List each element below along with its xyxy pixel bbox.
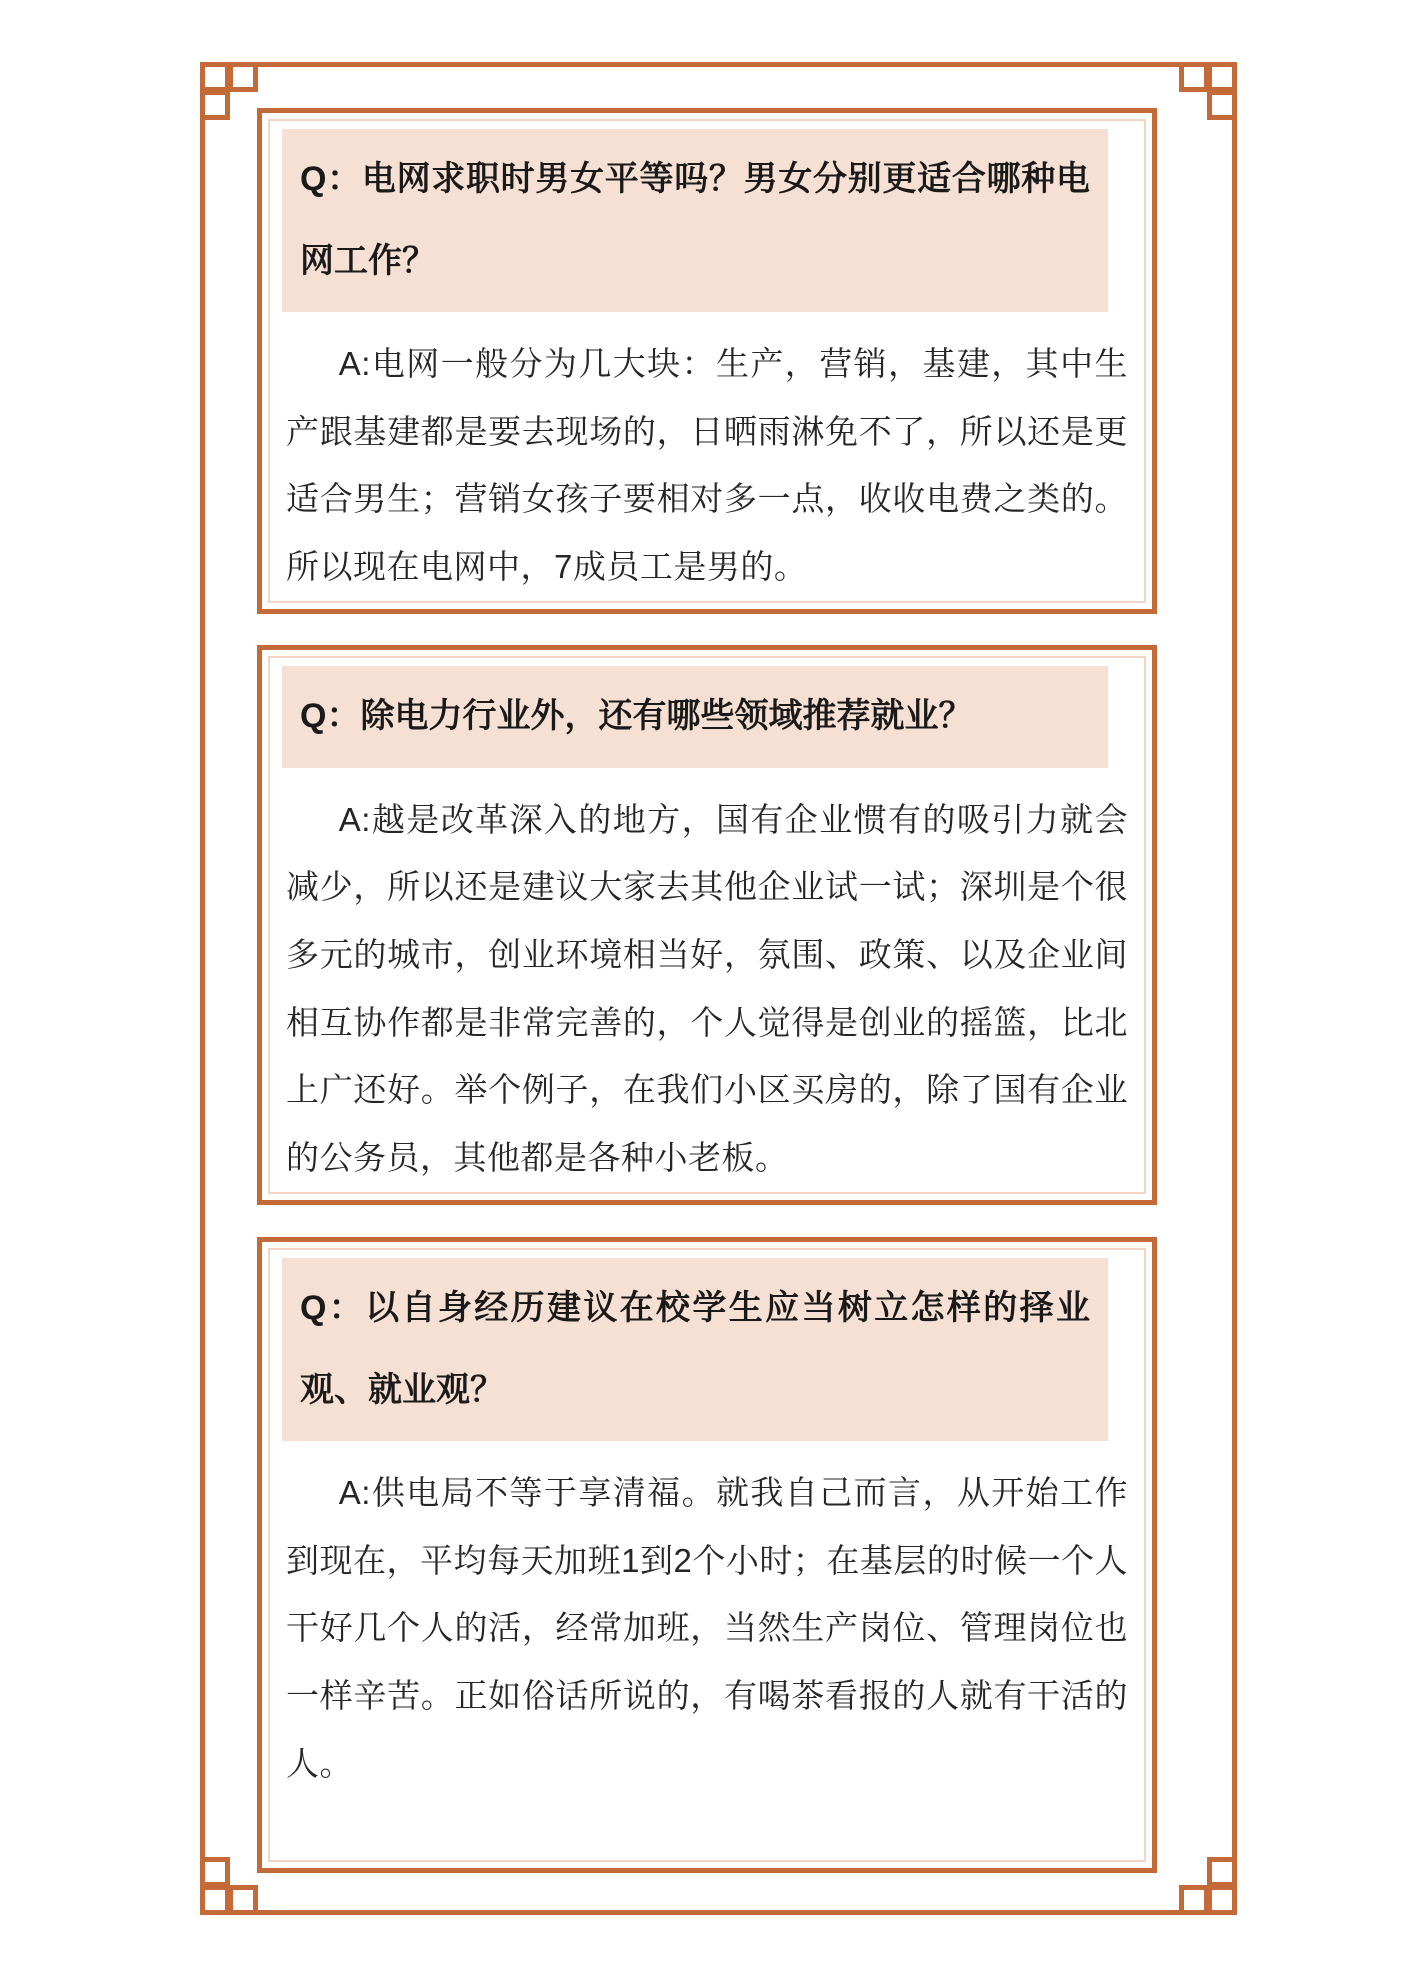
qa-card-3: [257, 1237, 1157, 1873]
ornament-square: [1207, 1885, 1237, 1915]
ornament-square: [200, 62, 230, 92]
question-header: [282, 1258, 1108, 1441]
answer-text: A:越是改革深入的地方，国有企业惯有的吸引力就会减少，所以还是建议大家去其他企业试一试；深圳是个很多元的城市，创业环境相当好，氛围、政策、以及企业间相互协作都是非常完善的，个人觉得是创业的摇篮，比北上广还好。举个例子，在我们小区买房的，除了国有企业的公务员，其他都是各种小老板。: [286, 800, 1128, 1176]
ornament-square: [200, 1857, 230, 1887]
ornament-square: [1179, 62, 1209, 92]
ornament-square: [200, 1885, 230, 1915]
qa-card-1-inner: [268, 119, 1146, 603]
qa-card-2-inner: [268, 656, 1146, 1194]
ornament-square: [1179, 1885, 1209, 1915]
ornament-square: [1207, 1857, 1237, 1887]
ornament-square: [228, 62, 258, 92]
answer-text: A:电网一般分为几大块：生产，营销，基建，其中生产跟基建都是要去现场的，日晒雨淋免不了，所以还是更适合男生；营销女孩子要相对多一点，收收电费之类的。所以现在电网中，7成员工是男的。: [286, 345, 1128, 586]
answer-text: A:供电局不等于享清福。就我自己而言，从开始工作到现在，平均每天加班1到2个小时；在基层的时候一个人干好几个人的活，经常加班，当然生产岗位、管理岗位也一样辛苦。正如俗话所说的，有喝茶看报的人就有干活的人。: [286, 1474, 1128, 1782]
question-text: Q：电网求职时男女平等吗？男女分别更适合哪种电网工作？: [300, 160, 1090, 280]
qa-card-3-inner: [268, 1248, 1146, 1862]
ornament-square: [228, 1885, 258, 1915]
qa-card-1: [257, 108, 1157, 614]
question-text: Q：以自身经历建议在校学生应当树立怎样的择业观、就业观？: [300, 1289, 1090, 1409]
question-header: [282, 129, 1108, 312]
question-text: Q：除电力行业外，还有哪些领域推荐就业？: [300, 697, 973, 735]
ornament-square: [200, 90, 230, 120]
qa-card-2: [257, 645, 1157, 1205]
ornament-square: [1207, 62, 1237, 92]
question-header: [282, 666, 1108, 768]
ornament-square: [1207, 90, 1237, 120]
